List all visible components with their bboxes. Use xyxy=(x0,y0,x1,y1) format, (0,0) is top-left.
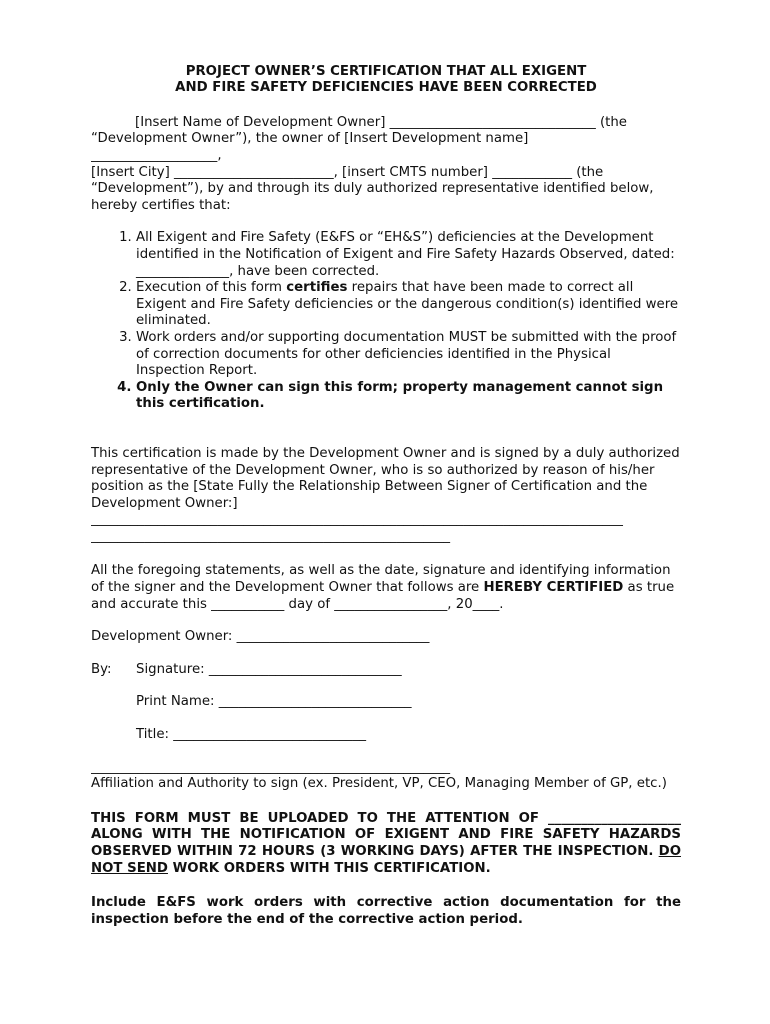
signature-row xyxy=(91,662,681,679)
notice-text: WORK ORDERS WITH THIS CERTIFICATION. xyxy=(167,860,491,876)
do-not-send: DO NOT SEND xyxy=(91,844,681,876)
hereby-certified: HEREBY CERTIFIED xyxy=(483,580,624,596)
blank-line[interactable]: ______________________________________________________ xyxy=(91,528,451,544)
intro-line-5: “Development”), by and through its duly authorized representative identified below, xyxy=(91,181,654,197)
foregoing-paragraph xyxy=(91,563,681,613)
include-notice: Include E&FS work orders with corrective action documentation for the inspection before the end of the corrective action period. xyxy=(91,895,681,927)
list-item: 1. All Exigent and Fire Safety (E&FS or “EH&S”) deficiencies at the Development identified in the Notification of Exigent and Fire Safety Hazards Observed, dated: ______________, have been corrected. xyxy=(136,230,681,280)
list-item: 3. Work orders and/or supporting documentation MUST be submitted with the proof of correction documents for other deficiencies identified in the Physical Inspection Report. xyxy=(136,330,681,380)
intro-line-6: hereby certifies that: xyxy=(91,197,231,213)
list-item: 4. Only the Owner can sign this form; property management cannot sign this certification. xyxy=(136,380,681,413)
signature-field[interactable]: Signature: _____________________________ xyxy=(136,661,402,677)
title-line-2: AND FIRE SAFETY DEFICIENCIES HAVE BEEN CORRECTED xyxy=(175,80,597,96)
affiliation-blank[interactable]: ______________________________________________________ xyxy=(91,759,451,775)
title-field[interactable]: Title: _____________________________ xyxy=(136,727,367,743)
list-item-text: repairs that have been made to correct all Exigent and Fire Safety deficiencies or the dangerous condition(s) identified were eliminated. xyxy=(136,280,679,329)
document-page xyxy=(91,64,681,928)
by-label: By: xyxy=(91,661,112,677)
list-item-bold: certifies xyxy=(286,280,348,296)
document-title xyxy=(91,64,681,97)
foregoing-text: as true and accurate this ___________ day of _________________, 20____. xyxy=(91,580,675,612)
blank-line[interactable]: ________________________________________________________________________________ xyxy=(91,512,623,528)
affiliation-block xyxy=(91,760,681,793)
certification-text: This certification is made by the Development Owner and is signed by a duly authorized representative of the Development Owner, who is so authorized by reason of his/her position as the [State Fully the Relationship Between Signer of Certification and the Development Owner:] xyxy=(91,445,680,511)
intro-paragraph xyxy=(91,115,681,215)
title-line-1: PROJECT OWNER’S CERTIFICATION THAT ALL EXIGENT xyxy=(185,64,587,79)
foregoing-text: All the foregoing statements, as well as the date, signature and identifying information of the signer and the Development Owner that follows are xyxy=(91,563,671,596)
print-name-field[interactable]: Print Name: _____________________________ xyxy=(136,694,412,710)
upload-notice xyxy=(91,811,681,877)
development-owner-field[interactable]: Development Owner: _____________________________ xyxy=(91,629,430,645)
list-item-text: Execution of this form xyxy=(136,280,287,296)
notice-text: THIS FORM MUST BE UPLOADED TO THE ATTENTION OF ____________________ ALONG WITH THE NOTIFICATION OF EXIGENT AND FIRE SAFETY HAZARDS OBSERVED WITHIN 72 HOURS (3 WORKING DAYS) AFTER THE INSPECTION. xyxy=(91,810,681,859)
intro-line-3: ___________________, xyxy=(91,148,222,163)
affiliation-text: Affiliation and Authority to sign (ex. President, VP, CEO, Managing Member of GP, etc.) xyxy=(91,776,667,792)
intro-line-2: “Development Owner”), the owner of [Insert Development name] xyxy=(91,131,529,147)
intro-line-1: [Insert Name of Development Owner] _______________________________ (the xyxy=(135,114,627,130)
certification-list xyxy=(91,230,681,413)
list-item xyxy=(136,280,681,330)
intro-line-4: [Insert City] ________________________, [insert CMTS number] ____________ (the xyxy=(91,164,604,180)
certification-paragraph xyxy=(91,446,681,546)
